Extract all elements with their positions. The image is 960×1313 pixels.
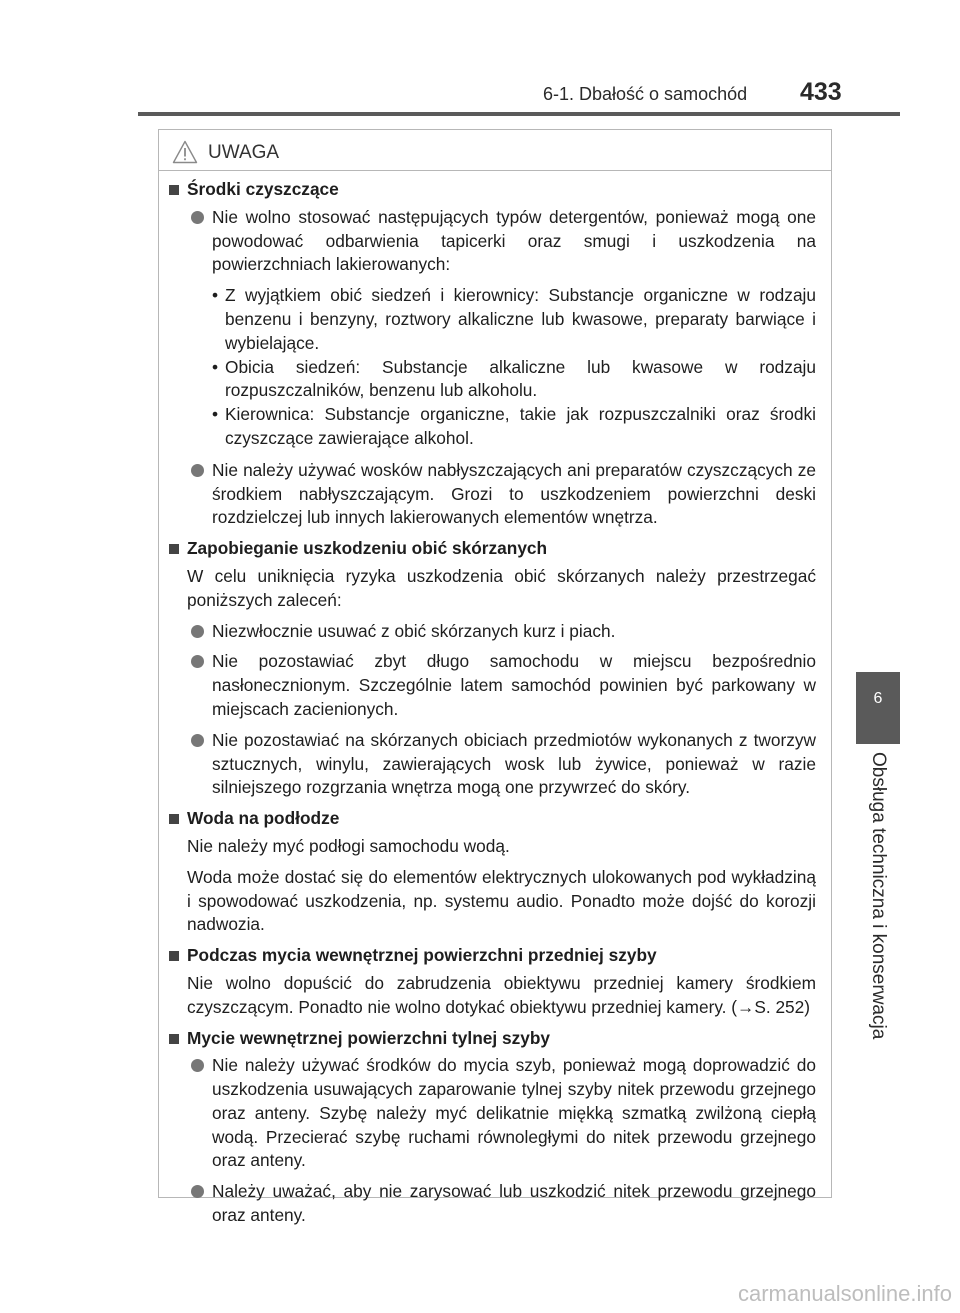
warning-box bbox=[158, 129, 832, 1226]
section-heading-cleaning-agents bbox=[169, 178, 816, 202]
section-heading-rear-window bbox=[169, 1027, 816, 1051]
list-item-text: Niezwłocznie usuwać z obić skórzanych kurz i piach. bbox=[212, 620, 616, 641]
dot-marker: • bbox=[212, 356, 219, 377]
square-bullet-icon bbox=[169, 185, 179, 195]
heading-text: Mycie wewnętrznej powierzchni tylnej szyby bbox=[187, 1027, 551, 1048]
circle-bullet-icon bbox=[191, 734, 204, 747]
square-bullet-icon bbox=[169, 1034, 179, 1044]
chapter-side-title bbox=[861, 752, 895, 1232]
heading-text: Środki czyszczące bbox=[187, 179, 339, 199]
list-item bbox=[169, 620, 816, 644]
dot-item-text: Kierownica: Substancje organiczne, takie jak rozpuszczalniki oraz środki czyszczące zawierające alkohol. bbox=[225, 404, 816, 448]
chapter-tab bbox=[856, 672, 900, 744]
list-item-text: Nie należy używać wosków nabłyszczających ani preparatów czyszczących ze środkiem nabłyszczającym. Grozi to uszkodzeniem powierzchni deski rozdzielczej lub innych lakierowanych elementów wnętrza. bbox=[212, 459, 816, 528]
paragraph: Nie należy myć podłogi samochodu wodą. bbox=[187, 835, 510, 856]
warning-box-header bbox=[159, 130, 831, 171]
header-section-title: 6-1. Dbałość o samochód bbox=[543, 84, 748, 104]
header-rule bbox=[138, 112, 900, 116]
dot-item-text: Obicia siedzeń: Substancje alkaliczne lub kwasowe w rodzaju rozpuszczalników, benzenu lub alkoholu. bbox=[225, 356, 816, 401]
circle-bullet-icon bbox=[191, 464, 204, 477]
warning-content bbox=[159, 178, 831, 1235]
dot-item-text: Z wyjątkiem obić siedzeń i kierownicy: Substancje organiczne w rodzaju benzenu i benzyny, roztwory alkaliczne lub kwasowe, preparaty barwiące i wybielające. bbox=[225, 285, 816, 353]
paragraph: Nie wolno dopuścić do zabrudzenia obiektywu przedniej kamery środkiem czyszczącym. Ponadto nie wolno dotykać obiektywu przedniej kamery. (→S. 252) bbox=[187, 972, 816, 1017]
square-bullet-icon bbox=[169, 951, 179, 961]
section-heading-floor-water bbox=[169, 807, 816, 831]
list-item-text: Należy uważać, aby nie zarysować lub uszkodzić nitek przewodu grzejnego oraz anteny. bbox=[212, 1181, 816, 1226]
chapter-number: 6 bbox=[873, 690, 883, 707]
dot-marker: • bbox=[212, 404, 219, 425]
paragraph: Woda może dostać się do elementów elektrycznych ulokowanych pod wykładziną i spowodować uszkodzenia, np. systemu audio. Ponadto może dojść do korozji nadwozia. bbox=[187, 866, 816, 935]
dot-item bbox=[212, 356, 816, 404]
paragraph: W celu uniknięcia ryzyka uszkodzenia obić skórzanych należy przestrzegać poniższych zaleceń: bbox=[187, 565, 816, 610]
page-number: 433 bbox=[800, 78, 842, 106]
list-item bbox=[169, 729, 816, 800]
circle-bullet-icon bbox=[191, 211, 204, 224]
warning-box-title: UWAGA bbox=[208, 142, 280, 163]
dot-item bbox=[212, 403, 816, 451]
square-bullet-icon bbox=[169, 814, 179, 824]
circle-bullet-icon bbox=[191, 1185, 204, 1198]
section-heading-windshield bbox=[169, 944, 816, 968]
list-item-text: Nie pozostawiać zbyt długo samochodu w miejscu bezpośrednio nasłonecznionym. Szczególnie latem samochód powinien być parkowany w miejscach zacienionych. bbox=[212, 651, 816, 719]
list-item bbox=[169, 206, 816, 277]
circle-bullet-icon bbox=[191, 1059, 204, 1072]
watermark: carmanualsonline.info bbox=[737, 1281, 952, 1306]
chapter-title-text: Obsługa techniczna i konserwacja bbox=[868, 752, 889, 1040]
dot-marker: • bbox=[212, 285, 219, 306]
heading-text: Podczas mycia wewnętrznej powierzchni przedniej szyby bbox=[187, 945, 657, 966]
list-item bbox=[169, 459, 816, 530]
circle-bullet-icon bbox=[191, 625, 204, 638]
square-bullet-icon bbox=[169, 544, 179, 554]
heading-text: Woda na podłodze bbox=[187, 808, 340, 829]
circle-bullet-icon bbox=[191, 655, 204, 668]
section-heading-leather bbox=[169, 537, 816, 561]
list-item bbox=[169, 1180, 816, 1228]
dot-item bbox=[212, 284, 816, 355]
list-item-text: Nie pozostawiać na skórzanych obiciach przedmiotów wykonanych z tworzyw sztucznych, winylu, zawierających wosk lub żywice, ponieważ w razie silniejszego rozgrzania wnętrza mogą one przywrzeć do skóry. bbox=[212, 729, 816, 798]
list-item bbox=[169, 1054, 816, 1173]
list-item-text: Nie wolno stosować następujących typów detergentów, ponieważ mogą one powodować odbarwienia tapicerki oraz smugi i uszkodzenia na powierzchniach lakierowanych: bbox=[212, 206, 816, 275]
list-item bbox=[169, 650, 816, 721]
warning-triangle-icon bbox=[172, 140, 198, 164]
heading-text: Zapobieganie uszkodzeniu obić skórzanych bbox=[187, 538, 548, 559]
list-item-text: Nie należy używać środków do mycia szyb, ponieważ mogą doprowadzić do uszkodzenia usuwających zaparowanie tylnej szyby nitek przewodu grzejnego oraz anteny. Szybę należy myć delikatnie miękką szmatką zwilżoną ciepłą wodą. Przecierać szybę ruchami równoległymi do nitek przewodu grzejnego oraz anteny. bbox=[212, 1055, 816, 1171]
